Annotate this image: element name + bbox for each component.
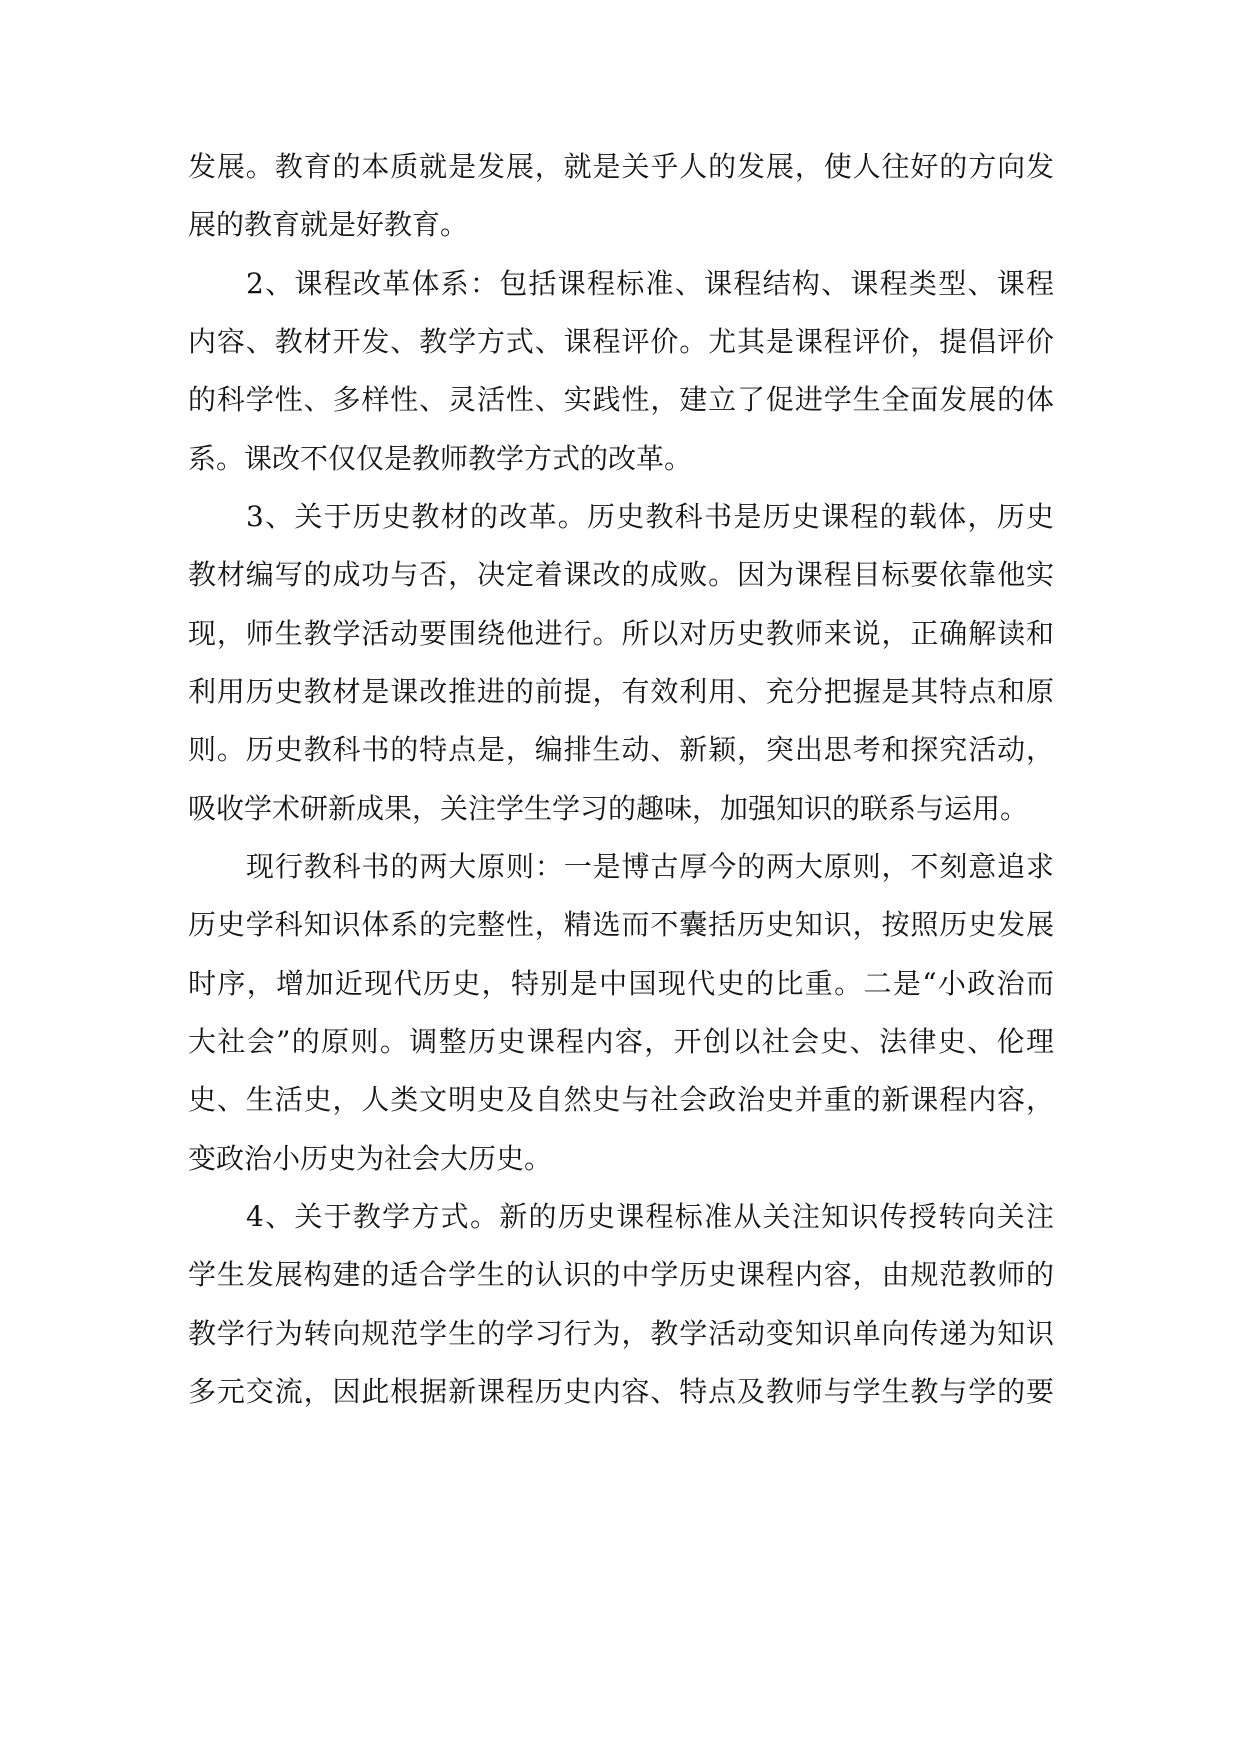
text-line: 教学行为转向规范学生的学习行为，教学活动变知识单向传递为知识: [188, 1317, 1054, 1350]
text-line: 则。历史教科书的特点是，编排生动、新颖，突出思考和探究活动，: [188, 733, 1054, 766]
paragraph-start-line: 现行教科书的两大原则：一是博古厚今的两大原则，不刻意追求: [246, 850, 1054, 883]
text-line: 多元交流，因此根据新课程历史内容、特点及教师与学生教与学的要: [188, 1375, 1054, 1408]
text-line: 变政治小历史为社会大历史。: [188, 1142, 553, 1175]
text-line: 利用历史教材是课改推进的前提，有效利用、充分把握是其特点和原: [188, 675, 1054, 708]
text-line: 时序，增加近现代历史，特别是中国现代史的比重。二是“小政治而: [188, 967, 1054, 1000]
text-line: 系。课改不仅仅是教师教学方式的改革。: [188, 442, 693, 475]
text-line: 展的教育就是好教育。: [188, 208, 469, 241]
text-line: 现，师生教学活动要围绕他进行。所以对历史教师来说，正确解读和: [188, 617, 1054, 650]
text-line: 吸收学术研新成果，关注学生学习的趣味，加强知识的联系与运用。: [188, 792, 1029, 825]
text-line: 的科学性、多样性、灵活性、实践性，建立了促进学生全面发展的体: [188, 383, 1054, 416]
text-line: 教材编写的成功与否，决定着课改的成败。因为课程目标要依靠他实: [188, 558, 1054, 591]
text-line: 发展。教育的本质就是发展，就是关乎人的发展，使人往好的方向发: [188, 150, 1054, 183]
text-line: 历史学科知识体系的完整性，精选而不囊括历史知识，按照历史发展: [188, 908, 1054, 941]
paragraph-start-line: 2、课程改革体系：包括课程标准、课程结构、课程类型、课程: [246, 267, 1054, 300]
text-line: 大社会”的原则。调整历史课程内容，开创以社会史、法律史、伦理: [188, 1025, 1054, 1058]
text-line: 内容、教材开发、教学方式、课程评价。尤其是课程评价，提倡评价: [188, 325, 1054, 358]
paragraph-start-line: 3、关于历史教材的改革。历史教科书是历史课程的载体，历史: [246, 500, 1054, 533]
text-line: 学生发展构建的适合学生的认识的中学历史课程内容，由规范教师的: [188, 1258, 1054, 1291]
paragraph-start-line: 4、关于教学方式。新的历史课程标准从关注知识传授转向关注: [246, 1200, 1054, 1233]
text-line: 史、生活史，人类文明史及自然史与社会政治史并重的新课程内容，: [188, 1083, 1054, 1116]
